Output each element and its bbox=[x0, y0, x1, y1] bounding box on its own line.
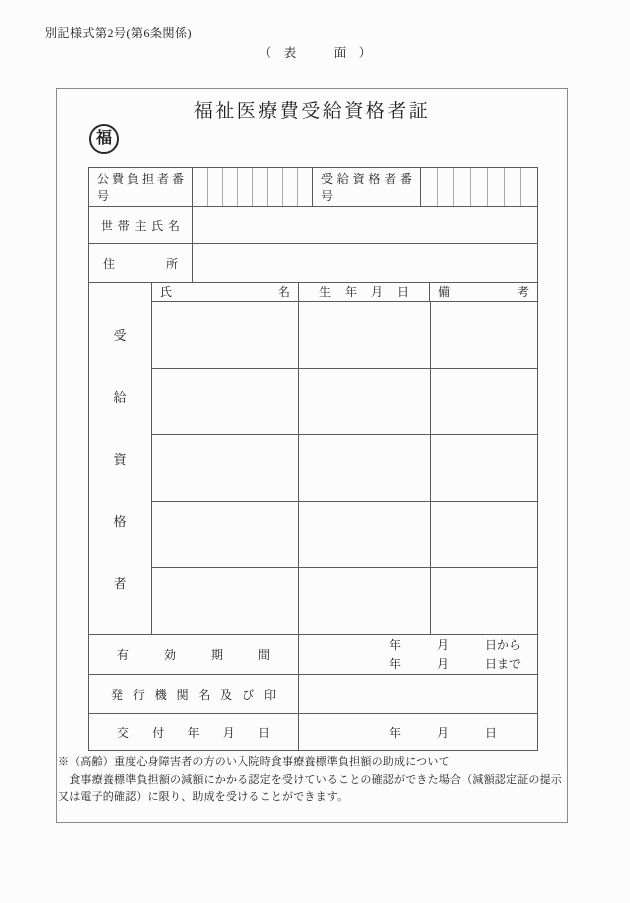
recipient-row bbox=[152, 302, 537, 368]
digit-box bbox=[470, 168, 487, 206]
beneficiary-number-label-cell bbox=[312, 168, 420, 206]
header-name-cell bbox=[152, 283, 298, 301]
recipient-remarks-cell bbox=[430, 502, 537, 568]
payer-number-label-cell bbox=[89, 168, 192, 206]
recipients-header-row bbox=[152, 283, 537, 302]
issue-date-label-cell bbox=[89, 714, 298, 750]
issuer-value-cell bbox=[298, 675, 537, 713]
beneficiary-number-boxes bbox=[420, 168, 537, 206]
recipient-birthdate-cell bbox=[298, 369, 430, 435]
issuer-label: 発 行 機 関 名 及 び 印 bbox=[111, 687, 276, 702]
household-head-label-cell bbox=[89, 207, 192, 243]
footnote-line-3: 又は電子的確認）に限り、助成を受けることができます。 bbox=[58, 791, 349, 803]
recipient-remarks-cell bbox=[430, 302, 537, 368]
side-label-char: 給 bbox=[113, 389, 127, 405]
payer-number-boxes bbox=[192, 168, 312, 206]
issuer-row bbox=[89, 674, 537, 713]
beneficiary-number-label: 受 給 資 格 者 番 号 bbox=[321, 172, 412, 203]
recipient-row bbox=[152, 567, 537, 634]
recipient-name-cell bbox=[152, 302, 298, 368]
household-head-value bbox=[192, 207, 537, 243]
digit-box bbox=[421, 168, 437, 206]
digit-box bbox=[437, 168, 454, 206]
valid-period-label-cell bbox=[89, 635, 298, 674]
header-birthdate-label: 生 年 月 日 bbox=[319, 284, 409, 299]
household-head-label: 世 帯 主 氏 名 bbox=[101, 218, 180, 233]
issuer-label-cell bbox=[89, 675, 298, 713]
footnote bbox=[58, 754, 565, 807]
certificate-form-table bbox=[88, 167, 538, 751]
recipient-row bbox=[152, 434, 537, 501]
recipient-remarks-cell bbox=[430, 568, 537, 634]
numbers-row bbox=[89, 168, 537, 206]
digit-box bbox=[222, 168, 237, 206]
recipient-birthdate-cell bbox=[298, 302, 430, 368]
address-label-cell bbox=[89, 244, 192, 282]
valid-period-label: 有 効 期 間 bbox=[117, 648, 270, 662]
valid-period-value-cell bbox=[298, 635, 537, 674]
issue-date-label: 交 付 年 月 日 bbox=[117, 725, 270, 740]
face-side-label: （ 表 面 ） bbox=[258, 46, 372, 60]
digit-box bbox=[282, 168, 297, 206]
recipients-side-label bbox=[89, 283, 151, 634]
recipients-rows bbox=[152, 302, 537, 634]
recipient-name-cell bbox=[152, 502, 298, 568]
recipient-birthdate-cell bbox=[298, 435, 430, 501]
recipients-section bbox=[89, 282, 537, 634]
household-head-row bbox=[89, 206, 537, 243]
recipient-row bbox=[152, 501, 537, 568]
issue-date-value-cell: 年 月 日 bbox=[298, 714, 537, 750]
recipient-name-cell bbox=[152, 435, 298, 501]
digit-box bbox=[207, 168, 222, 206]
recipient-name-cell bbox=[152, 369, 298, 435]
side-label-char: 者 bbox=[113, 576, 127, 592]
address-label: 住 所 bbox=[103, 256, 178, 271]
certificate-box bbox=[56, 88, 568, 823]
issue-date-row bbox=[89, 713, 537, 750]
digit-box bbox=[453, 168, 470, 206]
valid-period-from: 年 月 日から bbox=[389, 637, 522, 652]
digit-box bbox=[504, 168, 521, 206]
recipient-remarks-cell bbox=[430, 369, 537, 435]
footnote-line-2: 食事療養標準負担額の減額にかかる認定を受けていることの確認ができた場合（減額認定証の提示 bbox=[58, 773, 562, 786]
valid-period-to: 年 月 日まで bbox=[389, 656, 522, 671]
valid-period-row bbox=[89, 634, 537, 674]
recipient-birthdate-cell bbox=[298, 568, 430, 634]
recipient-row bbox=[152, 368, 537, 435]
header-remarks-label: 備 考 bbox=[438, 284, 529, 299]
digit-box bbox=[487, 168, 504, 206]
header-birthdate-cell bbox=[298, 283, 429, 301]
digit-box bbox=[520, 168, 537, 206]
digit-box bbox=[193, 168, 207, 206]
payer-number-label: 公 費 負 担 者 番 号 bbox=[97, 172, 185, 203]
fuku-seal-stamp: 福 bbox=[89, 124, 119, 154]
address-value bbox=[192, 244, 537, 282]
header-name-label: 氏 名 bbox=[160, 284, 290, 299]
digit-box bbox=[237, 168, 252, 206]
side-label-char: 資 bbox=[113, 451, 127, 467]
recipient-name-cell bbox=[152, 568, 298, 634]
digit-box bbox=[297, 168, 312, 206]
footnote-line-1: ※（高齢）重度心身障害者の方のい入院時食事療養標準負担額の助成について bbox=[58, 756, 450, 768]
recipients-grid bbox=[151, 283, 537, 634]
digit-box bbox=[252, 168, 267, 206]
side-label-char: 受 bbox=[113, 327, 127, 343]
recipient-birthdate-cell bbox=[298, 502, 430, 568]
side-label-char: 格 bbox=[113, 514, 127, 530]
certificate-title: 福祉医療費受給資格者証 bbox=[193, 101, 431, 122]
header-remarks-cell bbox=[429, 283, 537, 301]
form-code-text: 別記様式第2号(第6条関係) bbox=[45, 26, 192, 40]
recipient-remarks-cell bbox=[430, 435, 537, 501]
address-row bbox=[89, 243, 537, 282]
digit-box bbox=[267, 168, 282, 206]
